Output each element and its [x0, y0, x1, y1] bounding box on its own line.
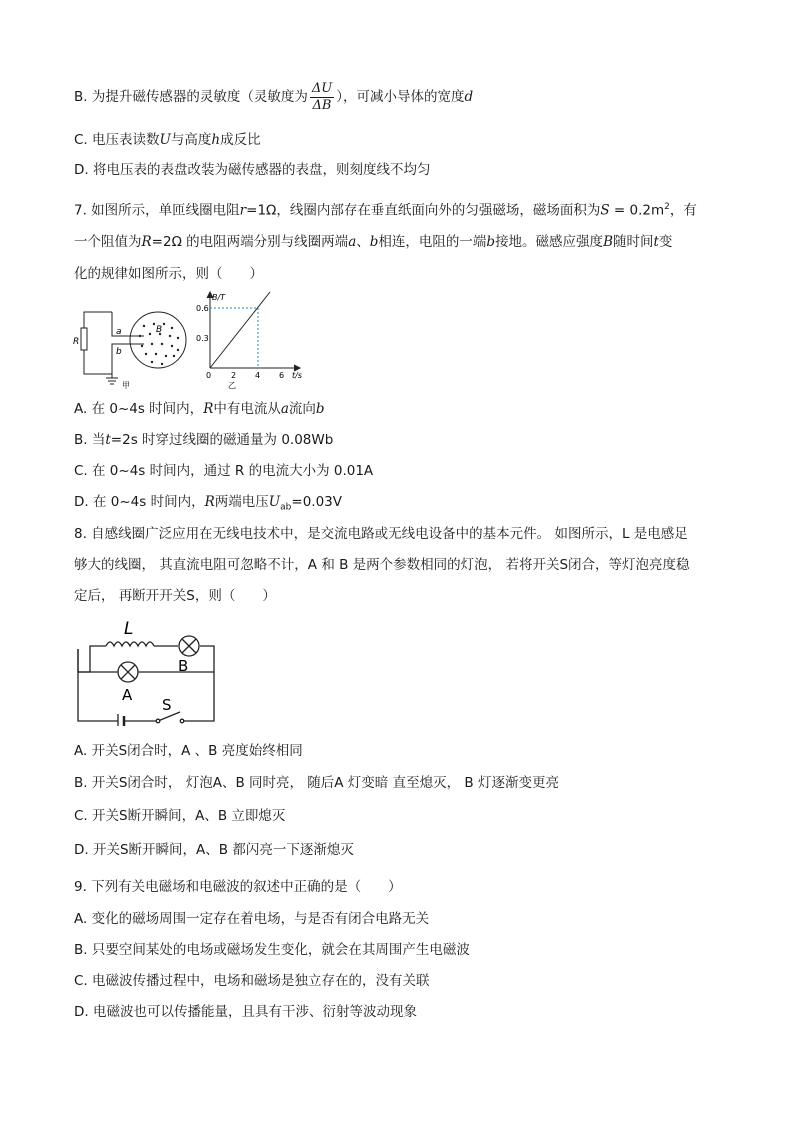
label-a: a — [116, 327, 122, 337]
q6c-pre: C. 电压表读数 — [74, 132, 160, 148]
q7a-b: b — [315, 401, 325, 417]
q8-figure-circuit — [70, 616, 222, 726]
q6c-post: 成反比 — [220, 132, 261, 148]
q7l2-mid: 相连，电阻的一端 — [378, 234, 487, 250]
sensitivity-fraction — [310, 81, 334, 114]
q7b-post: =2s 时穿过线圈的磁通量为 0.08Wb — [110, 432, 334, 448]
q7-option-d — [74, 492, 342, 518]
q8-option-c: C. 开关S断开瞬间，A、B 立即熄灭 — [74, 808, 286, 824]
var-R: R — [141, 234, 152, 250]
label-S: S — [162, 696, 172, 714]
var-S: S — [600, 202, 610, 219]
q6-option-d: D. 将电压表的表盘改装为磁传感器的表盘，则刻度线不均匀 — [74, 162, 431, 178]
q7b-t: t — [105, 432, 111, 448]
tick-x-4: 4 — [255, 371, 261, 380]
axis-label-x: t/s — [292, 371, 302, 380]
q7l1-sval: = 0.2m — [609, 202, 665, 219]
var-r: r — [239, 202, 247, 219]
q7l2-pre: 一个阻值为 — [74, 234, 142, 250]
tick-x-0: 0 — [206, 371, 212, 380]
q7-option-b — [74, 430, 333, 450]
q6-option-b-text: B. 为提升磁传感器的灵敏度（灵敏度为 — [74, 89, 308, 105]
q8-option-a: A. 开关S闭合时，A 、B 亮度始终相同 — [74, 743, 303, 759]
q7l1-post: ，有 — [669, 202, 697, 219]
q7l2-mid2: 接地。磁感应强度 — [495, 234, 604, 250]
var-d: d — [464, 89, 474, 105]
tick-0-3: 0.3 — [196, 334, 209, 343]
q6c-mid: 与高度 — [170, 132, 212, 148]
q7a-R: R — [203, 401, 214, 417]
q9-option-c: C. 电磁波传播过程中，电场和磁场是独立存在的，没有关联 — [74, 973, 430, 989]
tick-x-6: 6 — [279, 371, 285, 380]
label-B: B — [156, 325, 163, 335]
q7d-U: U — [268, 494, 281, 510]
q7-figure-circuit — [72, 298, 192, 390]
q7-stem-line-3: 化的规律如图所示，则（ ） — [74, 266, 263, 282]
q9-option-d: D. 电磁波也可以传播能量，且具有干涉、衍射等波动现象 — [74, 1004, 417, 1020]
var-U: U — [159, 132, 171, 148]
q7d-mid: 两端电压 — [214, 494, 269, 510]
q7a-mid2: 流向 — [288, 401, 316, 417]
q7-stem-line-1 — [74, 197, 697, 221]
tick-0-6: 0.6 — [196, 304, 209, 313]
var-b2: b — [486, 234, 496, 250]
q7d-R: R — [204, 494, 215, 510]
var-B: B — [603, 234, 613, 250]
q7a-a: a — [280, 401, 289, 417]
q7l2-sep: 、 — [356, 234, 370, 250]
var-t: t — [653, 234, 659, 250]
var-a: a — [348, 234, 357, 250]
q7-option-a — [74, 399, 325, 419]
q7-stem-line-2 — [74, 232, 672, 252]
q7b-pre: B. 当 — [74, 432, 106, 448]
q8-option-d: D. 开关S断开瞬间，A、B 都闪亮一下逐渐熄灭 — [74, 842, 354, 858]
q7-option-c: C. 在 0~4s 时间内，通过 R 的电流大小为 0.01A — [74, 463, 374, 479]
tick-x-2: 2 — [231, 371, 237, 380]
caption-yi: 乙 — [228, 381, 236, 390]
q6-option-b-text-2: ），可减小导体的宽度 — [336, 89, 465, 105]
var-h: h — [211, 132, 221, 148]
q7l2-rest: =2Ω 的电阻两端分别与线圈两端 — [151, 234, 349, 250]
label-L: L — [124, 619, 134, 639]
q7l1-pre: 7. 如图所示，单匝线圈电阻 — [74, 202, 240, 219]
q7l2-post: 变 — [658, 234, 673, 250]
fraction-numerator: ΔU — [311, 80, 333, 96]
q7-figure-graph — [196, 290, 308, 390]
q7a-pre: A. 在 0~4s 时间内， — [74, 401, 204, 417]
caption-jia: 甲 — [122, 381, 130, 390]
q8-stem-line-2: 够大的线圈， 其直流电阻可忽略不计，A 和 B 是两个参数相同的灯泡， 若将开关S闭合，等灯泡亮度稳 — [74, 557, 690, 573]
axis-label-y: B/T — [212, 293, 226, 302]
label-B: B — [178, 657, 189, 675]
q9-option-b: B. 只要空间某处的电场或磁场发生变化，就会在其周围产生电磁波 — [74, 942, 470, 958]
q9-stem: 9. 下列有关电磁场和电磁波的叙述中正确的是（ ） — [74, 879, 402, 895]
label-b: b — [116, 347, 122, 357]
label-R: R — [73, 337, 80, 347]
q7l2-mid3: 随时间 — [612, 234, 654, 250]
q7d-pre: D. 在 0~4s 时间内， — [74, 494, 205, 510]
q8-option-b: B. 开关S闭合时， 灯泡A、B 同时亮， 随后A 灯变暗 直至熄灭， B 灯逐渐变更亮 — [74, 775, 559, 791]
q7a-mid: 中有电流从 — [213, 401, 281, 417]
q7d-sub: ab — [280, 502, 292, 513]
var-b: b — [369, 234, 379, 250]
q8-stem-line-3: 定后， 再断开开关S，则（ ） — [74, 588, 276, 604]
q7l1-sup: 2 — [664, 202, 670, 212]
q6-option-b — [74, 80, 473, 114]
q7d-post: =0.03V — [291, 494, 342, 510]
q6-option-c — [74, 130, 261, 150]
q7l1-mid: =1Ω，线圈内部存在垂直纸面向外的匀强磁场，磁场面积为 — [246, 202, 601, 219]
label-A: A — [122, 686, 133, 704]
fraction-denominator: ΔB — [312, 97, 332, 113]
q9-option-a: A. 变化的磁场周围一定存在着电场，与是否有闭合电路无关 — [74, 911, 430, 927]
q8-stem-line-1: 8. 自感线圈广泛应用在无线电技术中，是交流电路或无线电设备中的基本元件。 如图所示，L 是电感足 — [74, 526, 688, 542]
